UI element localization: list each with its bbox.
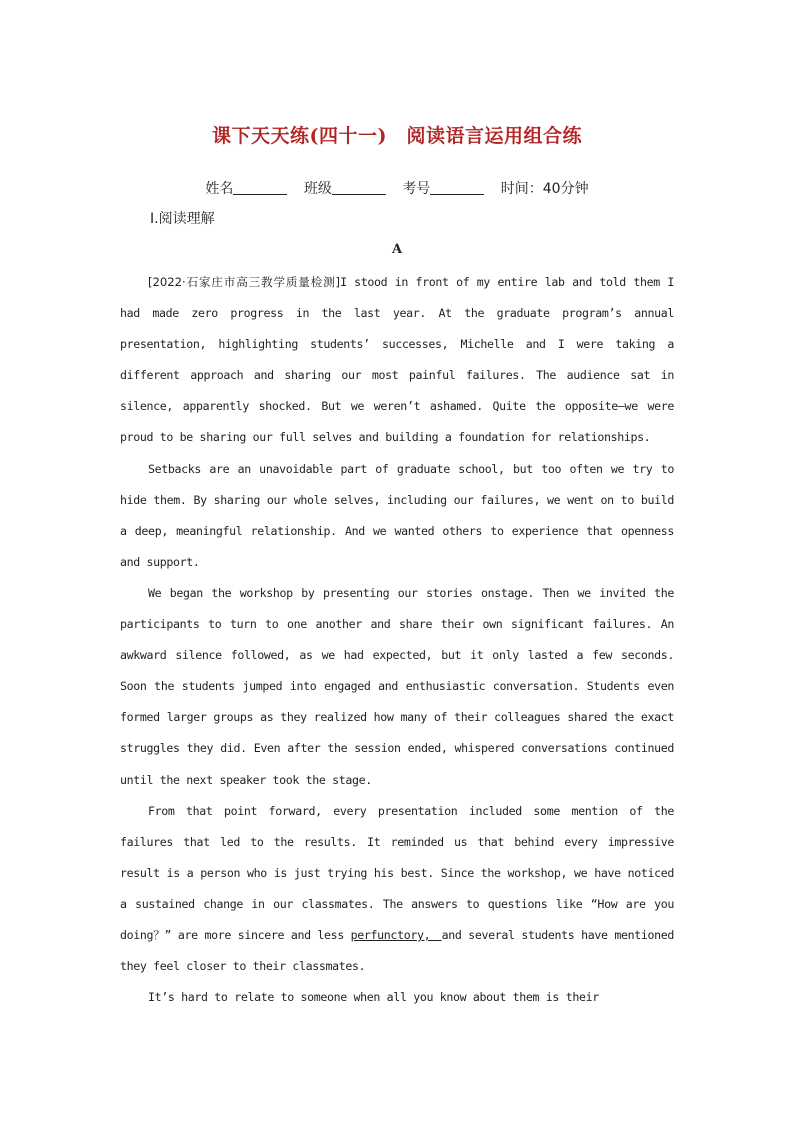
class-blank[interactable]: [332, 180, 386, 195]
name-blank[interactable]: [233, 180, 287, 195]
underlined-word: perfunctory,: [350, 927, 442, 942]
class-label: 班级: [303, 181, 332, 197]
name-label: 姓名: [205, 181, 234, 197]
paragraph-4-text-b: and several students have mentioned they feel closer to their classmates.: [120, 927, 674, 974]
time-label: 时间：40分钟: [500, 181, 589, 197]
paragraph-5: It’s hard to relate to someone when all you know about them is their: [148, 990, 599, 1005]
number-blank[interactable]: [430, 180, 484, 195]
passage-body: [120, 267, 674, 1013]
paragraph-3: We began the workshop by presenting our stories onstage. Then we invited the participants to turn to one another and share their own significant failures. An awkward silence followed, as we had expected, but it only lasted a few seconds. Soon the students jumped into engaged and enthusiastic conversation. Students even formed larger groups as they realized how many of their colleagues shared the exact struggles they did. Even after the session ended, whispered conversations continued until the next speaker took the stage.: [120, 585, 674, 787]
paragraph-4: [120, 796, 674, 983]
source-citation: [2022·石家庄市高三教学质量检测]: [148, 275, 341, 289]
number-label: 考号: [402, 181, 431, 197]
paragraph-1-text: I stood in front of my entire lab and told them I had made zero progress in the last year. At the graduate program’s annual presentation, highlighting students’ successes, Michelle and I were taking a different approach and sharing our most painful failures. The audience sat in silence, apparently shocked. But we weren’t ashamed. Quite the opposite—we were proud to be sharing our full selves and building a foundation for relationships.: [120, 275, 674, 445]
page-title: 课下天天练(四十一) 阅读语言运用组合练: [212, 125, 582, 147]
paragraph-4-text-a: From that point forward, every presentation included some mention of the failures that led to the results. It reminded us that behind every impressive result is a person who is just trying his best. Since the workshop, we have noticed a sustained change in our classmates. The answers to questions like “How are you doing？” are more sincere and less: [120, 803, 674, 942]
paragraph-1: [120, 267, 674, 454]
passage-label: A: [391, 242, 403, 257]
section-heading: Ⅰ.阅读理解: [150, 211, 215, 227]
student-info-line: [0, 178, 794, 198]
paragraph-2: Setbacks are an unavoidable part of graduate school, but too often we try to hide them. By sharing our whole selves, including our failures, we went on to build a deep, meaningful relationship. And we wanted others to experience that openness and support.: [120, 461, 674, 569]
